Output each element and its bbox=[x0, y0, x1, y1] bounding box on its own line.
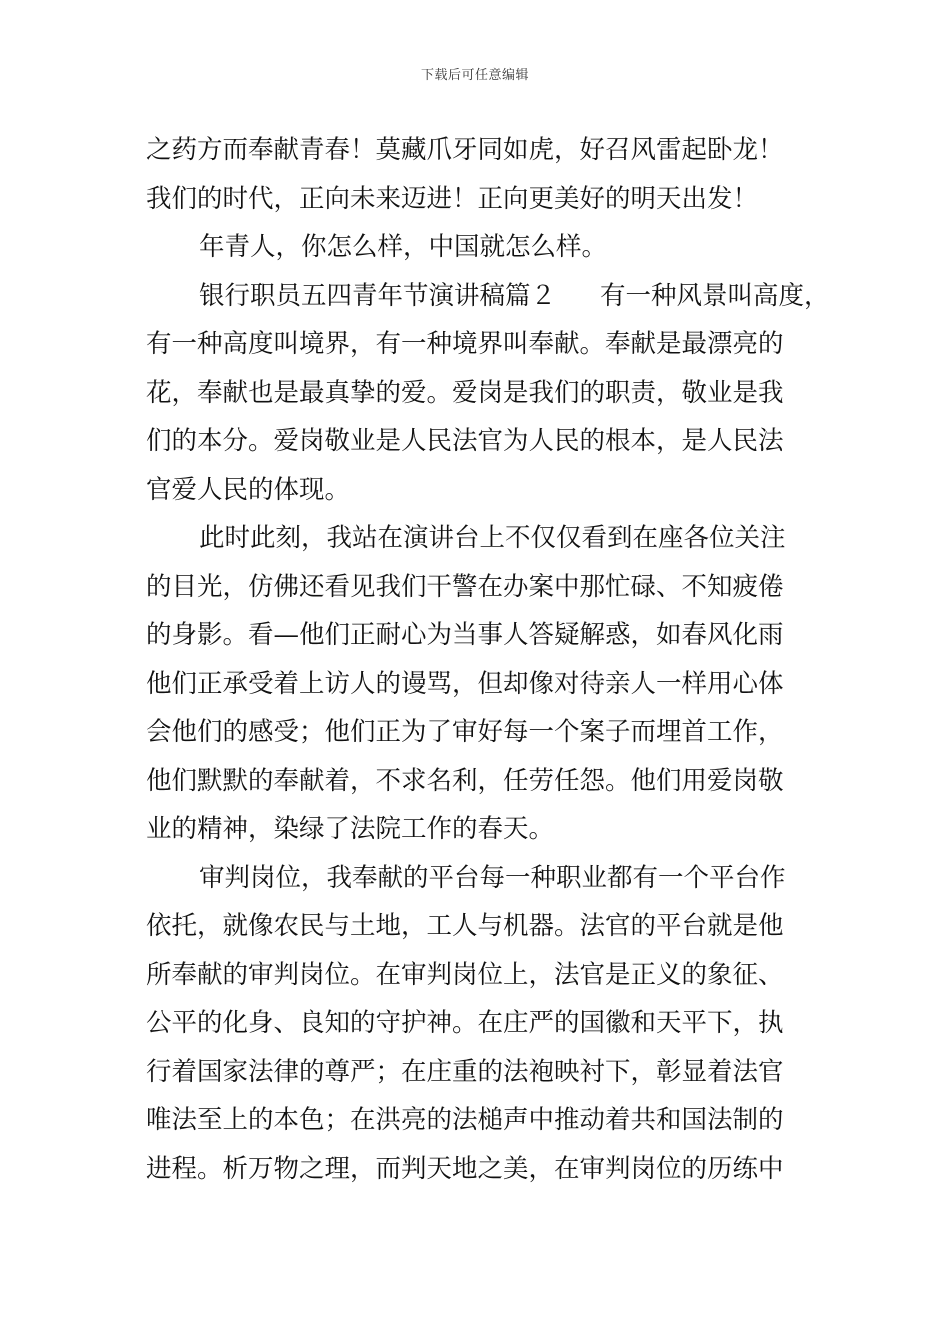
text-line: 他们默默的奉献着，不求名利，任劳任怨。他们用爱岗敬 bbox=[146, 765, 784, 796]
document-body bbox=[146, 126, 830, 1193]
text-line: 唯法至上的本色；在洪亮的法槌声中推动着共和国法制的 bbox=[146, 1105, 784, 1135]
text-line: 有一种高度叫境界，有一种境界叫奉献。奉献是最漂亮的 bbox=[146, 329, 784, 359]
text-line: 年青人，你怎么样，中国就怎么样。 bbox=[199, 232, 608, 262]
text-line: 行着国家法律的尊严；在庄重的法袍映衬下，彰显着法官 bbox=[146, 1056, 784, 1087]
text-line: 官爱人民的体现。 bbox=[146, 474, 351, 505]
text-line: 他们正承受着上访人的谩骂，但却像对待亲人一样用心体 bbox=[146, 668, 784, 699]
text-line: 花，奉献也是最真挚的爱。爱岗是我们的职责，敬业是我 bbox=[146, 377, 784, 408]
section-line bbox=[146, 272, 830, 321]
text-line: 的目光，仿佛还看见我们干警在办案中那忙碌、不知疲倦 bbox=[146, 571, 784, 602]
text-line: 所奉献的审判岗位。在审判岗位上，法官是正义的象征、 bbox=[146, 959, 784, 990]
text-line: 会他们的感受；他们正为了审好每一个案子而埋首工作， bbox=[146, 717, 784, 747]
text-line: 依托，就像农民与土地，工人与机器。法官的平台就是他 bbox=[146, 911, 784, 941]
page-header: 下载后可任意编辑 bbox=[420, 68, 529, 83]
text-line: 此时此刻，我站在演讲台上不仅仅看到在座各位关注 bbox=[199, 523, 786, 553]
text-line: 审判岗位，我奉献的平台每一种职业都有一个平台作 bbox=[199, 862, 786, 893]
text-line: 们的本分。爱岗敬业是人民法官为人民的根本，是人民法 bbox=[146, 426, 784, 456]
section-title: 银行职员五四青年节演讲稿篇２ bbox=[199, 280, 557, 311]
text-line: 的身影。看—他们正耐心为当事人答疑解惑，如春风化雨 bbox=[146, 620, 784, 650]
text-line: 我们的时代，正向未来迈进！正向更美好的明天出发！ bbox=[146, 183, 759, 214]
text-line: 有一种风景叫高度， bbox=[600, 280, 830, 311]
text-line: 进程。析万物之理，而判天地之美，在审判岗位的历练中 bbox=[146, 1153, 784, 1184]
text-line: 公平的化身、良知的守护神。在庄严的国徽和天平下，执 bbox=[146, 1008, 784, 1038]
text-line: 业的精神，染绿了法院工作的春天。 bbox=[146, 814, 555, 844]
text-line: 之药方而奉献青春！莫藏爪牙同如虎，好召风雷起卧龙！ bbox=[146, 135, 784, 165]
